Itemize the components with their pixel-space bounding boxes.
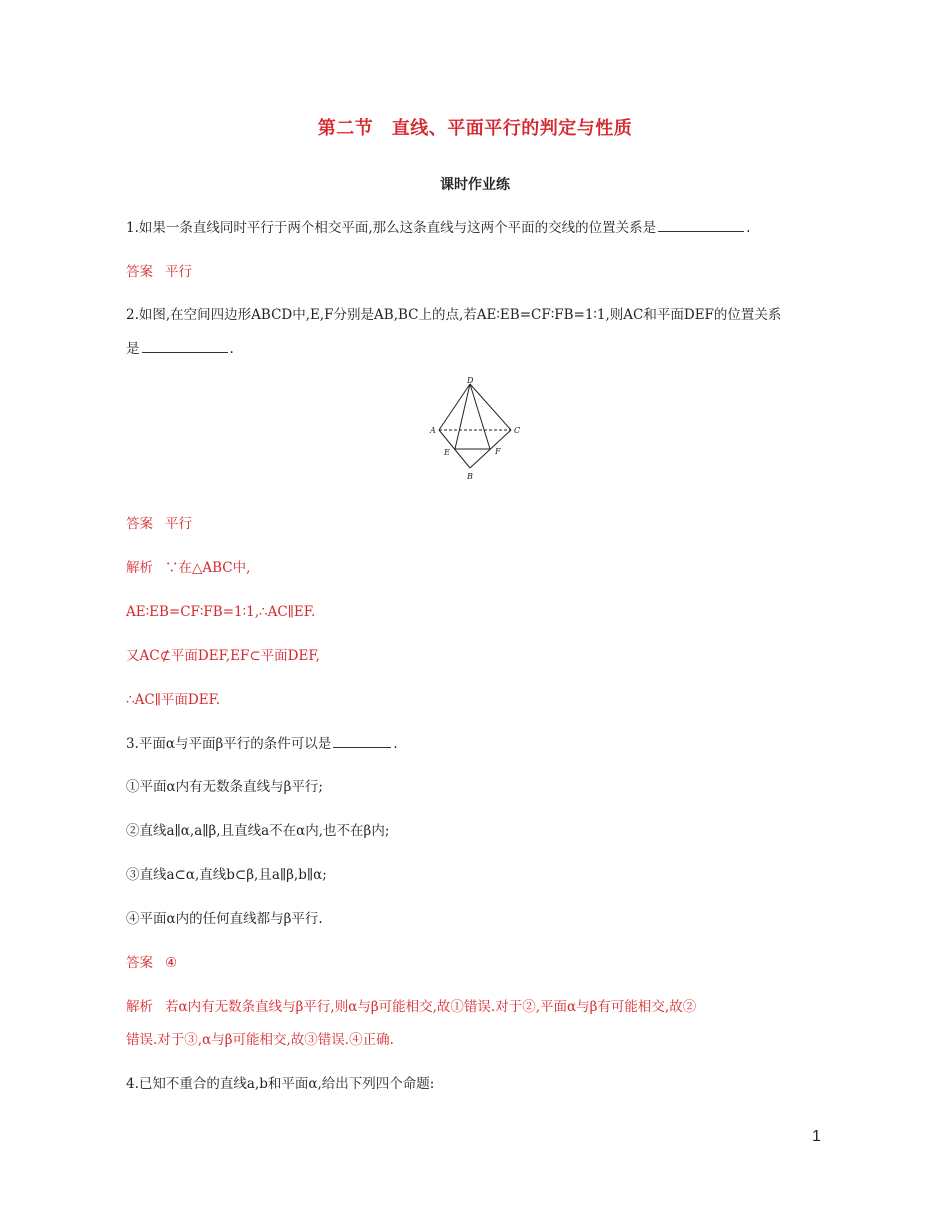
tetrahedron-figure — [427, 376, 523, 482]
answer-label: 答案 — [126, 516, 153, 532]
question-3-option-4: ④平面α内的任何直线都与β平行. — [126, 911, 323, 927]
answer-1 — [126, 262, 826, 282]
question-2-line-2: 是 . — [126, 341, 234, 357]
question-3-option-2: ②直线a∥α,a∥β,且直线a不在α内,也不在β内; — [126, 823, 390, 839]
section-subtitle: 课时作业练 — [440, 177, 510, 193]
answer-blank — [658, 218, 744, 232]
vertex-label-d: D — [467, 376, 474, 385]
page-number: 1 — [812, 1128, 821, 1145]
answer-blank — [142, 339, 228, 353]
question-3-option-3: ③直线a⊂α,直线b⊂β,且a∥β,b∥α; — [126, 867, 327, 883]
edge-da — [439, 384, 470, 430]
question-4: 4.已知不重合的直线a,b和平面α,给出下列四个命题: — [126, 1076, 435, 1092]
vertex-label-c: C — [514, 426, 521, 435]
section-title: 第二节 直线、平面平行的判定与性质 — [317, 118, 633, 139]
edge-df — [470, 384, 490, 449]
answer-label: 答案 — [126, 264, 153, 280]
explanation-3-line-2: 错误.对于③,α与β可能相交,故③错误.④正确. — [126, 1032, 394, 1048]
explanation-2-line-4: ∴AC∥平面DEF. — [126, 692, 221, 708]
vertex-label-f: F — [495, 447, 501, 456]
answer-3 — [126, 953, 826, 973]
answer-value: 平行 — [165, 516, 192, 532]
answer-blank — [333, 734, 391, 748]
explanation-label: 解析 — [126, 999, 153, 1015]
explanation-2-line-1: 解析 ∵在△ABC中, — [126, 560, 251, 576]
explanation-label: 解析 — [126, 560, 153, 576]
question-1-text: 1.如果一条直线同时平行于两个相交平面,那么这条直线与这两个平面的交线的位置关系是 — [126, 220, 657, 236]
explanation-2-line-3: 又AC⊄平面DEF,EF⊂平面DEF, — [126, 648, 320, 664]
question-2-line-1: 2.如图,在空间四边形ABCD中,E,F分别是AB,BC上的点,若AE∶EB=CF∶FB=1∶1,则AC和平面DEF的位置关系 — [126, 307, 782, 323]
explanation-3-line-1: 解析 若α内有无数条直线与β平行,则α与β可能相交,故①错误.对于②,平面α与β有可能相交,故② — [126, 999, 697, 1015]
answer-value: ④ — [165, 955, 178, 971]
question-3: 3.平面α与平面β平行的条件可以是 . — [126, 736, 398, 752]
question-1: 1.如果一条直线同时平行于两个相交平面,那么这条直线与这两个平面的交线的位置关系是 . — [126, 220, 751, 236]
explanation-2-line-2: AE∶EB=CF∶FB=1∶1,∴AC∥EF. — [126, 604, 316, 620]
vertex-label-b: B — [467, 472, 473, 481]
answer-label: 答案 — [126, 955, 153, 971]
answer-value: 平行 — [165, 264, 192, 280]
vertex-label-e: E — [444, 448, 450, 457]
edge-de — [455, 384, 470, 449]
edge-dc — [470, 384, 511, 430]
question-3-option-1: ①平面α内有无数条直线与β平行; — [126, 779, 323, 795]
answer-2 — [126, 514, 826, 534]
vertex-label-a: A — [430, 426, 436, 435]
